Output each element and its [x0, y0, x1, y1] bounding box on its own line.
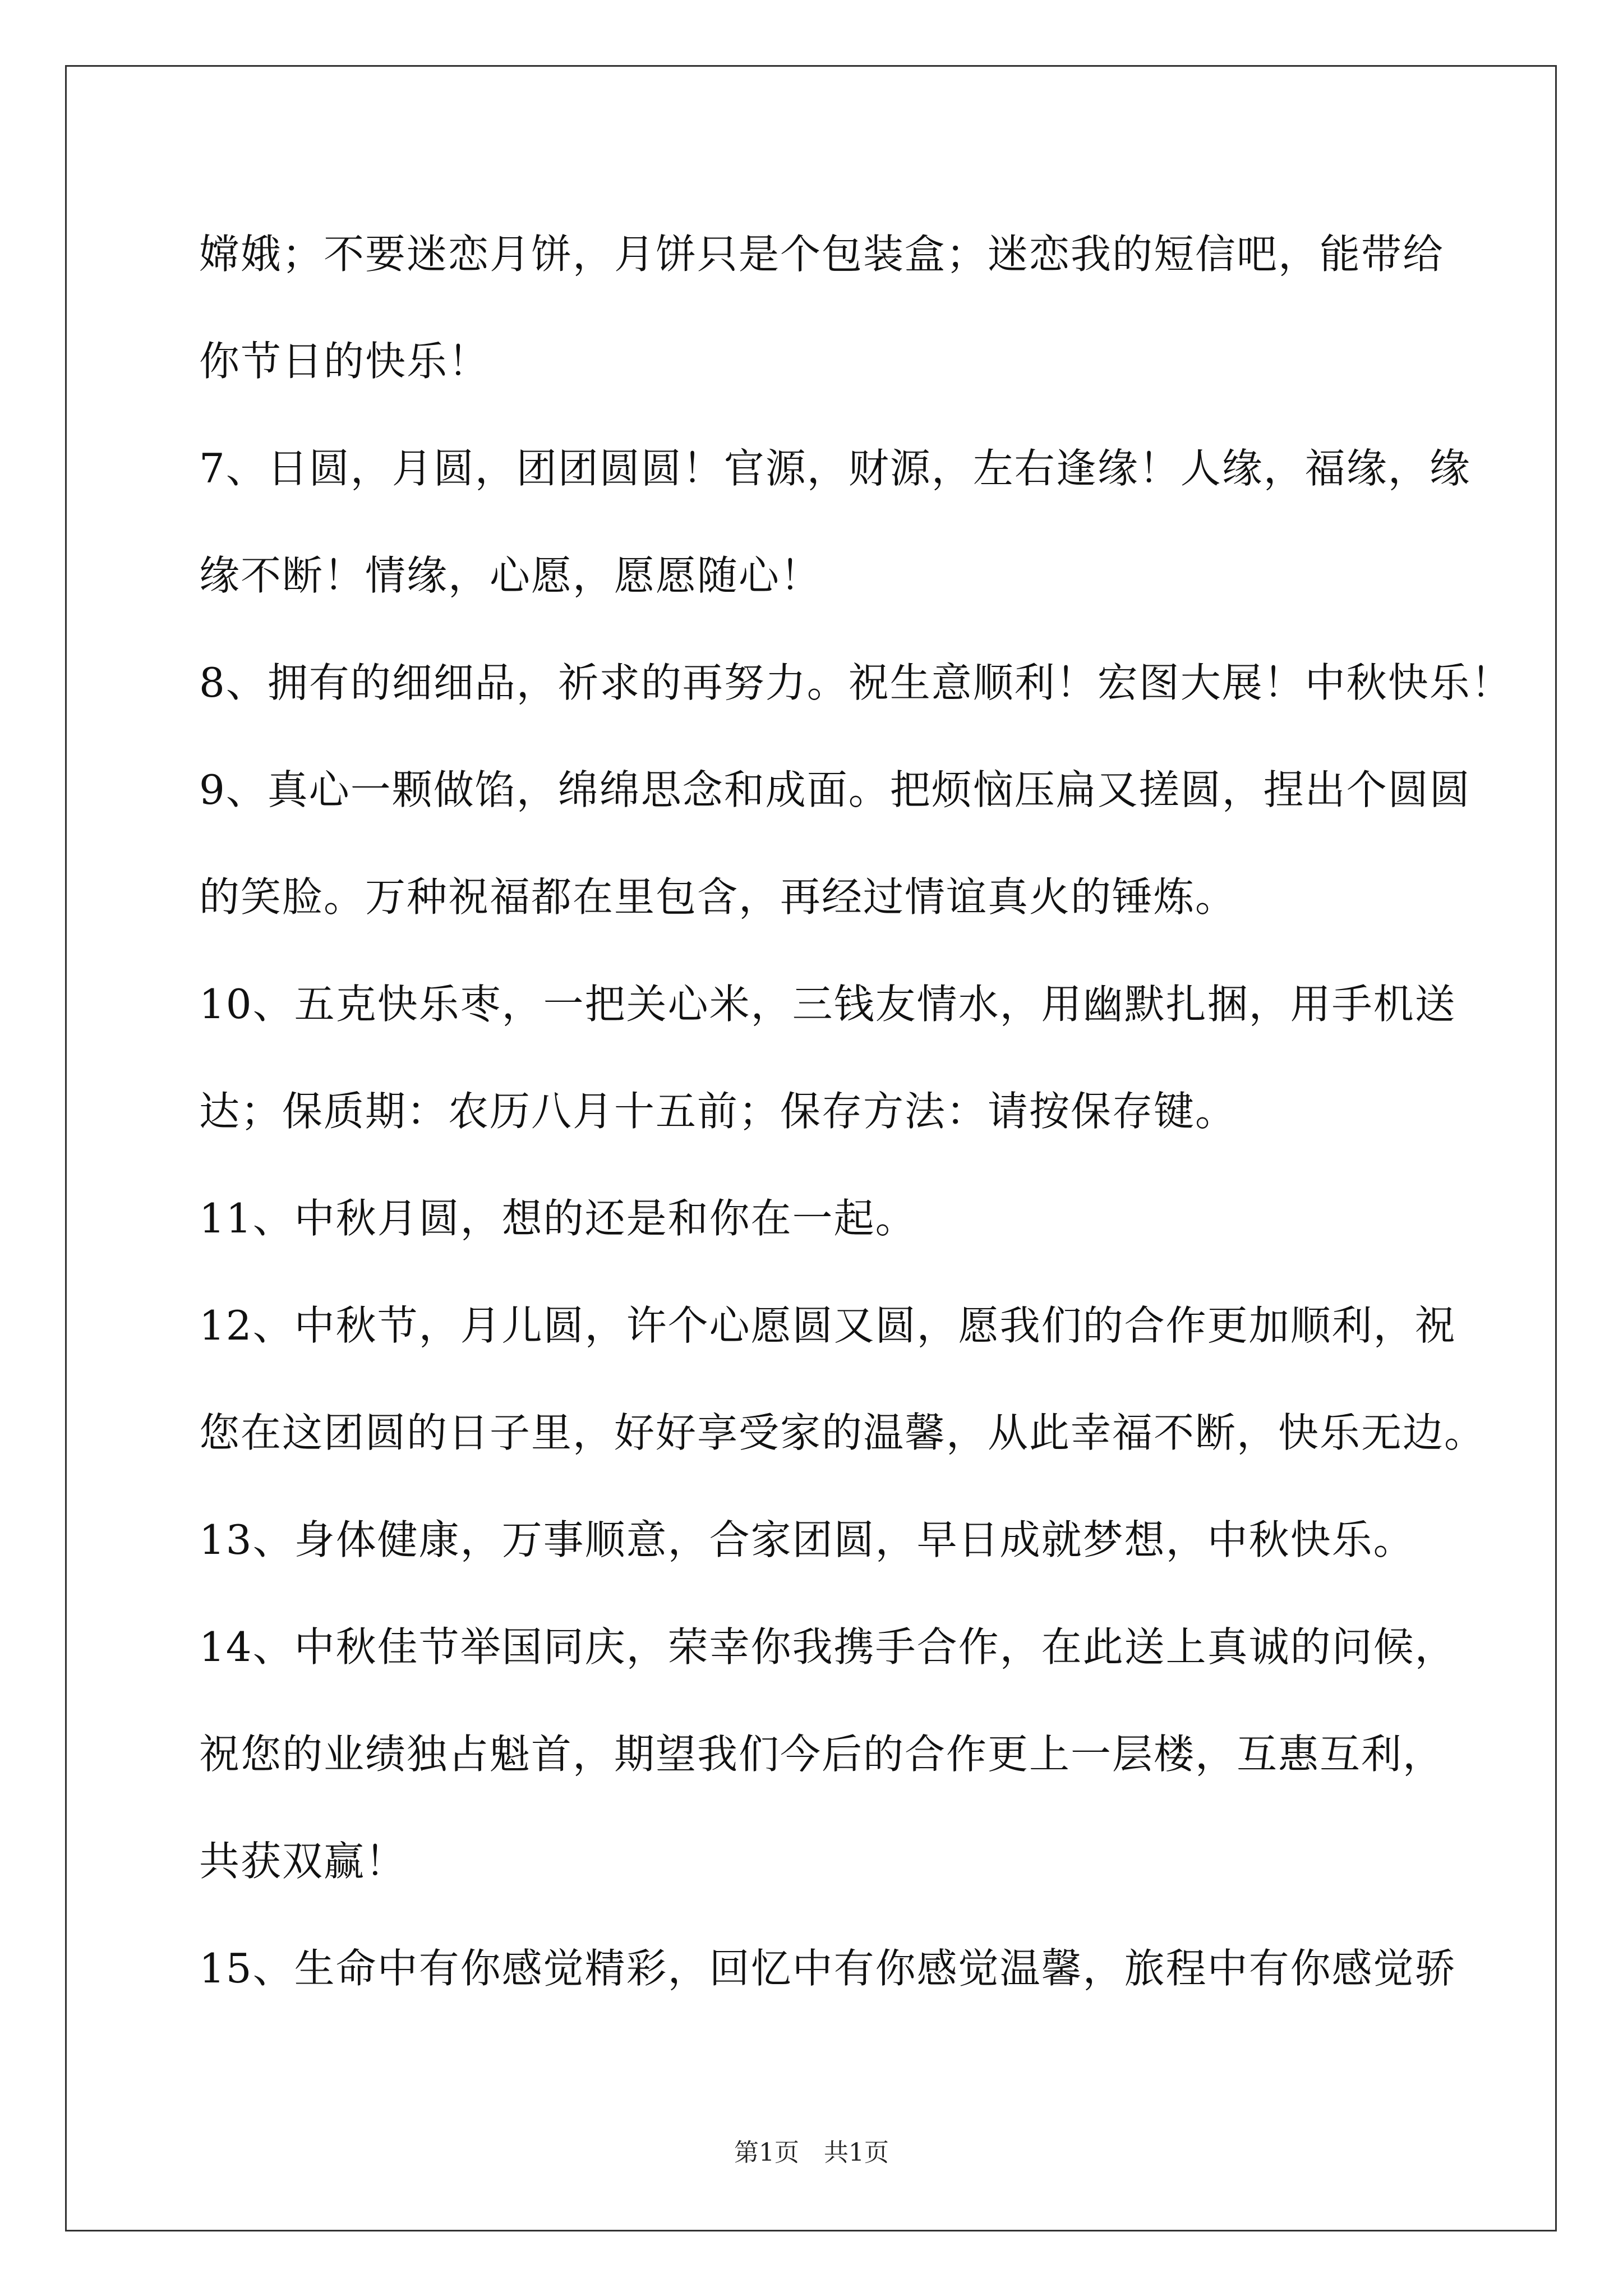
document-body	[199, 222, 1513, 2043]
text-line: 你节日的快乐！	[199, 338, 490, 385]
text-line: 11、中秋月圆，想的还是和你在一起。	[199, 1195, 917, 1242]
text-line: 达；保质期：农历八月十五前；保存方法：请按保存键。	[199, 1088, 1237, 1135]
text-line: 13、身体健康，万事顺意，合家团圆，早日成就梦想，中秋快乐。	[199, 1516, 1415, 1563]
text-line: 缘不断！情缘，心愿，愿愿随心！	[199, 552, 822, 599]
text-line: 15、生命中有你感觉精彩，回忆中有你感觉温馨，旅程中有你感觉骄	[199, 1945, 1456, 1992]
text-line: 您在这团圆的日子里，好好享受家的温馨，从此幸福不断，快乐无边。	[199, 1409, 1486, 1456]
text-line: 9、真心一颗做馅，绵绵思念和成面。把烦恼压扁又搓圆，捏出个圆圆	[199, 766, 1471, 813]
text-line: 嫦娥；不要迷恋月饼，月饼只是个包装盒；迷恋我的短信吧，能带给	[199, 231, 1445, 278]
text-line: 7、日圆，月圆，团团圆圆！官源，财源，左右逢缘！人缘，福缘，缘	[199, 445, 1471, 492]
text-line: 10、五克快乐枣，一把关心米，三钱友情水，用幽默扎捆，用手机送	[199, 981, 1456, 1028]
text-line: 8、拥有的细细品，祈求的再努力。祝生意顺利！宏图大展！中秋快乐！	[199, 659, 1513, 706]
text-line: 12、中秋节，月儿圆，许个心愿圆又圆，愿我们的合作更加顺利，祝	[199, 1302, 1456, 1349]
text-line: 祝您的业绩独占魁首，期望我们今后的合作更上一层楼，互惠互利，	[199, 1731, 1445, 1778]
text-line: 的笑脸。万种祝福都在里包含，再经过情谊真火的锤炼。	[199, 873, 1237, 921]
text-line: 共获双赢！	[199, 1838, 407, 1885]
text-line: 14、中秋佳节举国同庆，荣幸你我携手合作，在此送上真诚的问候，	[199, 1623, 1456, 1671]
page-number-footer: 第1页 共1页	[734, 2138, 889, 2167]
